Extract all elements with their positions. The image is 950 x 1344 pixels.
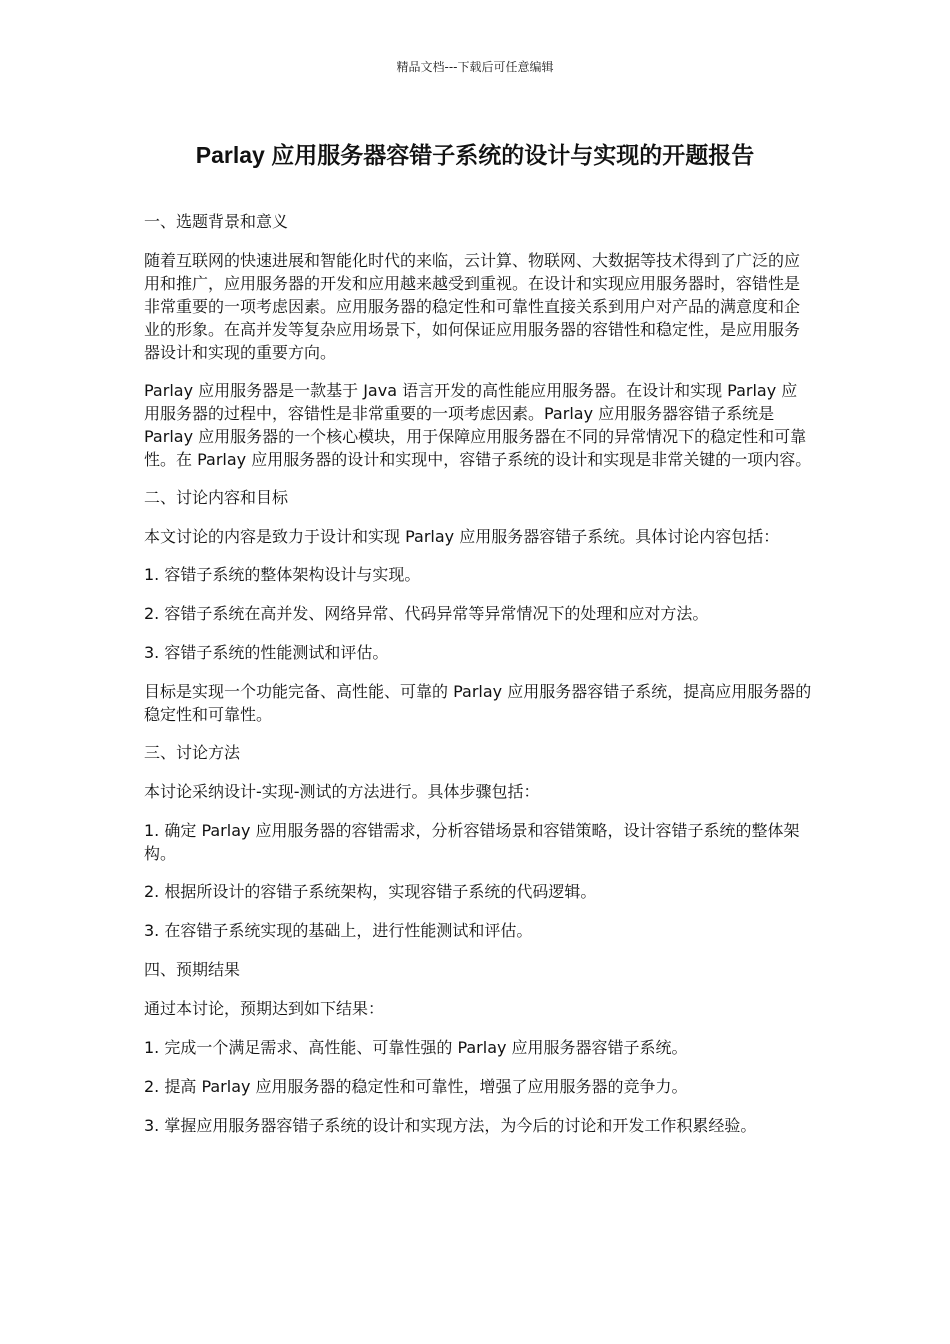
section-heading-results: 四、预期结果 [144, 960, 241, 979]
list-item-results-1: 1. 完成一个满足需求、高性能、可靠性强的 Parlay 应用服务器容错子系统。 [144, 1038, 688, 1057]
paragraph-results-intro: 通过本讨论，预期达到如下结果： [144, 999, 385, 1018]
section-heading-method: 三、讨论方法 [144, 743, 241, 762]
paragraph-background: 随着互联网的快速进展和智能化时代的来临，云计算、物联网、大数据等技术得到了广泛的应用和推广，应用服务器的开发和应用越来越受到重视。在设计和实现应用服务器时，容错性是非常重要的一项考虑因素。应用服务器的稳定性和可靠性直接关系到用户对产品的满意度和企业的形象。在高并发等复杂应用场景下，如何保证应用服务器的容错性和稳定性，是应用服务器设计和实现的重要方向。 [144, 251, 801, 362]
section-heading-background: 一、选题背景和意义 [144, 212, 289, 231]
paragraph-parlay-intro: Parlay 应用服务器是一款基于 Java 语言开发的高性能应用服务器。在设计和实现 Parlay 应用服务器的过程中，容错性是非常重要的一项考虑因素。Parlay 应用服务器容错子系统是 Parlay 应用服务器的一个核心模块，用于保障应用服务器在不同的异常情况下的稳定性和可靠性。在 Parlay 应用服务器的设计和实现中，容错子系统的设计和实现是非常关键的一项内容。 [144, 381, 812, 469]
section-heading-content: 二、讨论内容和目标 [144, 488, 289, 507]
list-item-method-2: 2. 根据所设计的容错子系统架构，实现容错子系统的代码逻辑。 [144, 882, 597, 901]
document-title: Parlay 应用服务器容错子系统的设计与实现的开题报告 [195, 142, 755, 168]
page-header: 精品文档---下载后可任意编辑 [396, 60, 554, 74]
list-item-method-3: 3. 在容错子系统实现的基础上，进行性能测试和评估。 [144, 921, 533, 940]
paragraph-method-intro: 本讨论采纳设计-实现-测试的方法进行。具体步骤包括： [144, 782, 540, 801]
list-item-content-3: 3. 容错子系统的性能测试和评估。 [144, 643, 389, 662]
list-item-results-3: 3. 掌握应用服务器容错子系统的设计和实现方法，为今后的讨论和开发工作积累经验。 [144, 1116, 757, 1135]
paragraph-content-intro: 本文讨论的内容是致力于设计和实现 Parlay 应用服务器容错子系统。具体讨论内容包括： [144, 527, 780, 546]
paragraph-goal: 目标是实现一个功能完备、高性能、可靠的 Parlay 应用服务器容错子系统，提高应用服务器的稳定性和可靠性。 [144, 682, 812, 724]
list-item-method-1: 1. 确定 Parlay 应用服务器的容错需求，分析容错场景和容错策略，设计容错子系统的整体架构。 [144, 821, 800, 863]
list-item-results-2: 2. 提高 Parlay 应用服务器的稳定性和可靠性，增强了应用服务器的竞争力。 [144, 1077, 688, 1096]
document-body [144, 210, 812, 1153]
list-item-content-2: 2. 容错子系统在高并发、网络异常、代码异常等异常情况下的处理和应对方法。 [144, 604, 709, 623]
list-item-content-1: 1. 容错子系统的整体架构设计与实现。 [144, 565, 421, 584]
